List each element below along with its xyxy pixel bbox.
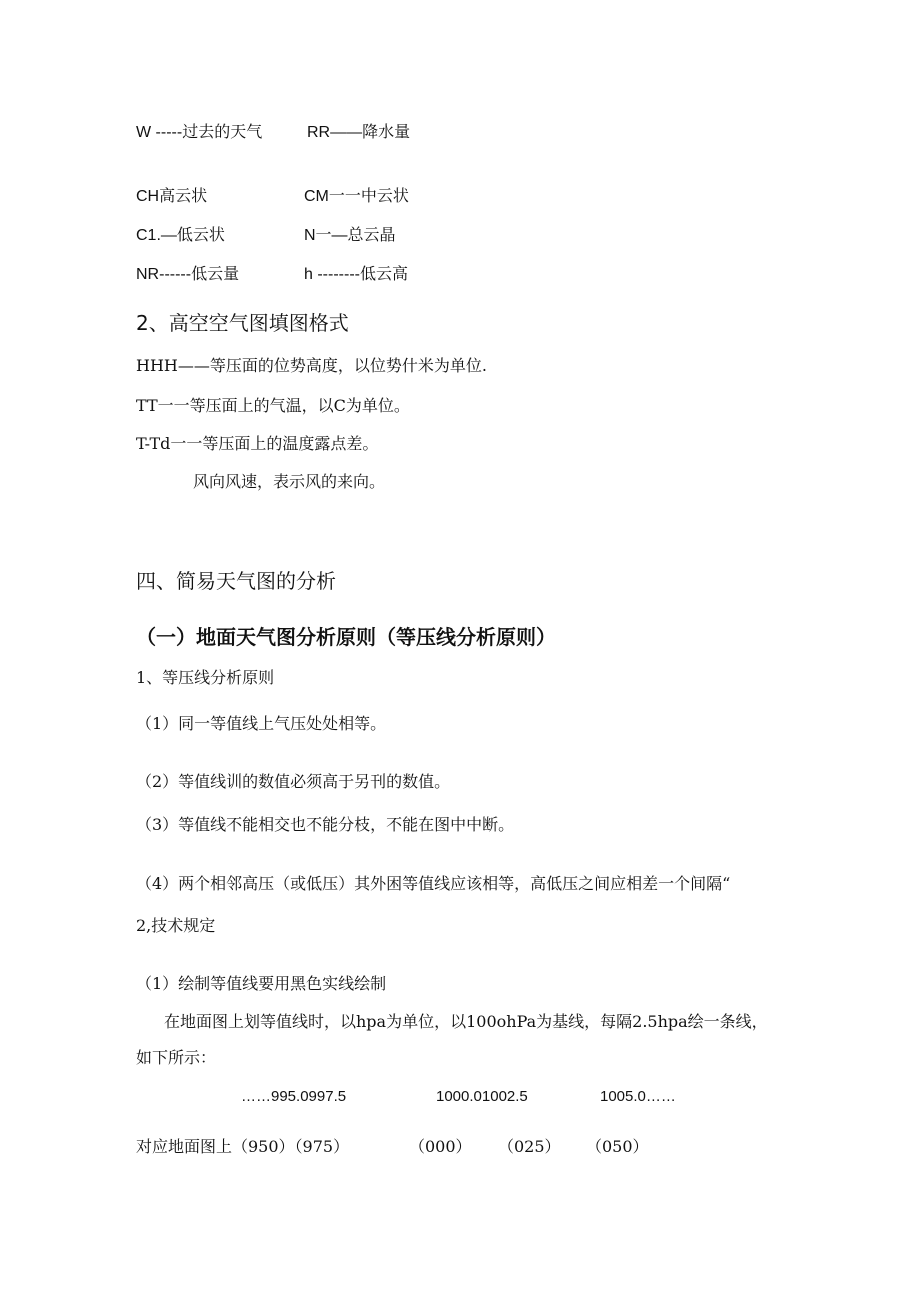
upper-air-line-tt: TT一一等压面上的气温，以C为单位。 <box>136 396 410 415</box>
legend-cm: CM一一中云状 <box>304 188 409 205</box>
tech-title: 2,技术规定 <box>136 916 216 935</box>
principle-1: （1）同一等值线上气压处处相等。 <box>136 714 387 733</box>
principle-4: （4）两个相邻高压（或低压）其外困等值线应该相等，高低压之间应相差一个间隔“ <box>136 874 731 893</box>
map-label: 对应地面图上（950）（975） <box>136 1137 350 1156</box>
map-value-025: （025） <box>498 1137 561 1156</box>
tech-paragraph-line1: 在地面图上划等值线时，以hpa为单位，以100ohPa为基线，每隔2.5hpa绘一条线， <box>164 1012 768 1031</box>
pressure-values-1: ……995.0997.5 <box>241 1088 347 1105</box>
tech-paragraph-line2: 如下所示： <box>136 1048 217 1067</box>
legend-h: h --------低云高 <box>304 266 408 283</box>
pressure-values-3: 1005.0…… <box>600 1088 676 1105</box>
legend-rr: RR——降水量 <box>307 124 411 141</box>
principle-3: （3）等值线不能相交也不能分枝，不能在图中中断。 <box>136 815 515 834</box>
map-value-050: （050） <box>586 1137 649 1156</box>
upper-air-line-hhh: HHH——等压面的位势高度，以位势什米为单位. <box>136 356 487 375</box>
upper-air-line-ttd: T-Td一一等压面上的温度露点差。 <box>136 434 379 453</box>
upper-air-heading: 2、高空空气图填图格式 <box>136 311 349 335</box>
legend-n: N一—总云晶 <box>304 227 396 244</box>
tech-item-1: （1）绘制等值线要用黑色实线绘制 <box>136 974 387 993</box>
principles-title: 1、等压线分析原则 <box>136 668 275 687</box>
legend-nr: NR------低云量 <box>136 266 240 283</box>
legend-ch: CH高云状 <box>136 188 208 205</box>
upper-air-line-wind: 风向风速，表示风的来向。 <box>193 472 386 491</box>
legend-w: W -----过去的天气 <box>136 124 263 141</box>
analysis-subheading: （一）地面天气图分析原则（等压线分析原则） <box>136 625 556 649</box>
map-value-000: （000） <box>409 1137 472 1156</box>
principle-2: （2）等值线训的数值必须高于另刊的数值。 <box>136 772 451 791</box>
pressure-values-2: 1000.01002.5 <box>436 1088 528 1105</box>
legend-cl: C1.—低云状 <box>136 227 225 244</box>
analysis-heading: 四、简易天气图的分析 <box>136 569 336 593</box>
